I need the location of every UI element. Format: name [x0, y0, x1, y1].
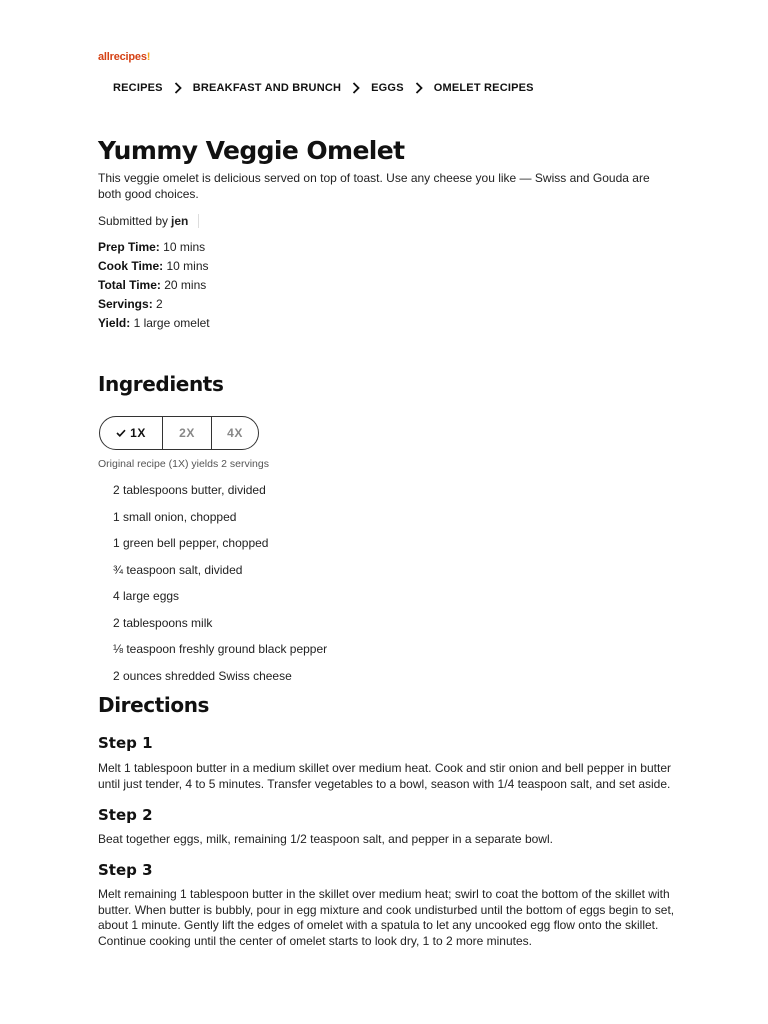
ingredient-item: 1 green bell pepper, chopped: [113, 536, 269, 550]
ingredient-item: 4 large eggs: [113, 589, 180, 603]
breadcrumb-recipes[interactable]: RECIPES: [113, 82, 163, 95]
detail-value: 20 mins: [164, 278, 207, 292]
recipe-title: Yummy Veggie Omelet: [98, 136, 405, 165]
logo-mark: !: [146, 51, 151, 63]
chevron-right-icon: [404, 82, 434, 94]
step-1-text: Melt 1 tablespoon butter in a medium skillet over medium heat. Cook and stir onion and bell pepper in butter until just tender, 4 to 5 minutes. Transfer vegetables to a bowl, season with 1/4 teaspoon salt, and set aside.: [98, 761, 671, 791]
detail-servings: [98, 297, 210, 316]
detail-yield: [98, 316, 210, 335]
ingredient-item: 2 tablespoons milk: [113, 615, 213, 630]
step-3-title: Step 3: [98, 861, 153, 879]
ingredient-list: [113, 483, 327, 695]
ingredient-item: ⅛ teaspoon freshly ground black pepper: [113, 642, 328, 656]
scale-option-label: 4X: [227, 426, 243, 440]
breadcrumb-omelet-recipes[interactable]: OMELET RECIPES: [433, 82, 534, 95]
scale-option-label: 2X: [179, 426, 195, 440]
logo-text: allrecipes: [98, 51, 147, 63]
detail-total-time: [98, 278, 210, 297]
chevron-right-icon: [341, 82, 371, 94]
step-2-text: Beat together eggs, milk, remaining 1/2 teaspoon salt, and pepper in a separate bowl.: [98, 832, 553, 846]
scale-option-2x[interactable]: [162, 417, 211, 449]
ingredient-item: 1 small onion, chopped: [113, 509, 237, 524]
recipe-scale-toggle: [99, 416, 259, 450]
author-link[interactable]: jen: [171, 214, 189, 228]
chevron-right-icon: [163, 82, 193, 94]
scale-option-4x[interactable]: [211, 417, 258, 449]
breadcrumb-breakfast-and-brunch[interactable]: BREAKFAST AND BRUNCH: [192, 82, 342, 95]
submitted-by-label: Submitted by: [98, 214, 169, 228]
detail-value: 1 large omelet: [133, 316, 210, 330]
recipe-description: This veggie omelet is delicious served on top of toast. Use any cheese you like — Swiss and Gouda are both good choices.: [98, 171, 650, 201]
detail-value: 10 mins: [163, 240, 206, 254]
detail-label: Cook Time:: [98, 259, 164, 273]
byline-divider: [198, 214, 199, 228]
allrecipes-logo[interactable]: [98, 51, 150, 63]
check-icon: [116, 426, 126, 440]
yield-note: Original recipe (1X) yields 2 servings: [98, 458, 269, 470]
ingredient-item: ¾ teaspoon salt, divided: [113, 562, 243, 577]
directions-heading: Directions: [98, 693, 210, 717]
scale-option-label: 1X: [130, 426, 146, 440]
detail-value: 10 mins: [166, 259, 209, 273]
breadcrumb-eggs[interactable]: EGGS: [371, 82, 404, 95]
detail-cook-time: [98, 259, 210, 278]
step-1-title: Step 1: [98, 734, 153, 752]
breadcrumb: [113, 82, 534, 94]
detail-prep-time: [98, 240, 210, 259]
detail-label: Prep Time:: [98, 240, 160, 254]
ingredients-heading: Ingredients: [98, 372, 224, 396]
ingredient-item: 2 tablespoons butter, divided: [113, 483, 266, 497]
detail-label: Yield:: [98, 316, 131, 330]
step-3-text: Melt remaining 1 tablespoon butter in the skillet over medium heat; swirl to coat the bottom of the skillet with butter. When butter is bubbly, pour in egg mixture and cook undisturbed until the bottom of eggs begin to set, about 1 minute. Gently lift the edges of omelet with a spatula to let any uncooked egg flow onto the skillet. Continue cooking until the center of omelet starts to look dry, 1 to 2 more minutes.: [98, 887, 675, 948]
recipe-byline: [98, 214, 199, 228]
scale-option-1x[interactable]: [100, 417, 162, 449]
ingredient-item: 2 ounces shredded Swiss cheese: [113, 668, 292, 683]
detail-label: Total Time:: [98, 278, 161, 292]
recipe-details: [98, 240, 210, 335]
detail-label: Servings:: [98, 297, 153, 311]
step-2-title: Step 2: [98, 806, 153, 824]
detail-value: 2: [156, 297, 163, 311]
